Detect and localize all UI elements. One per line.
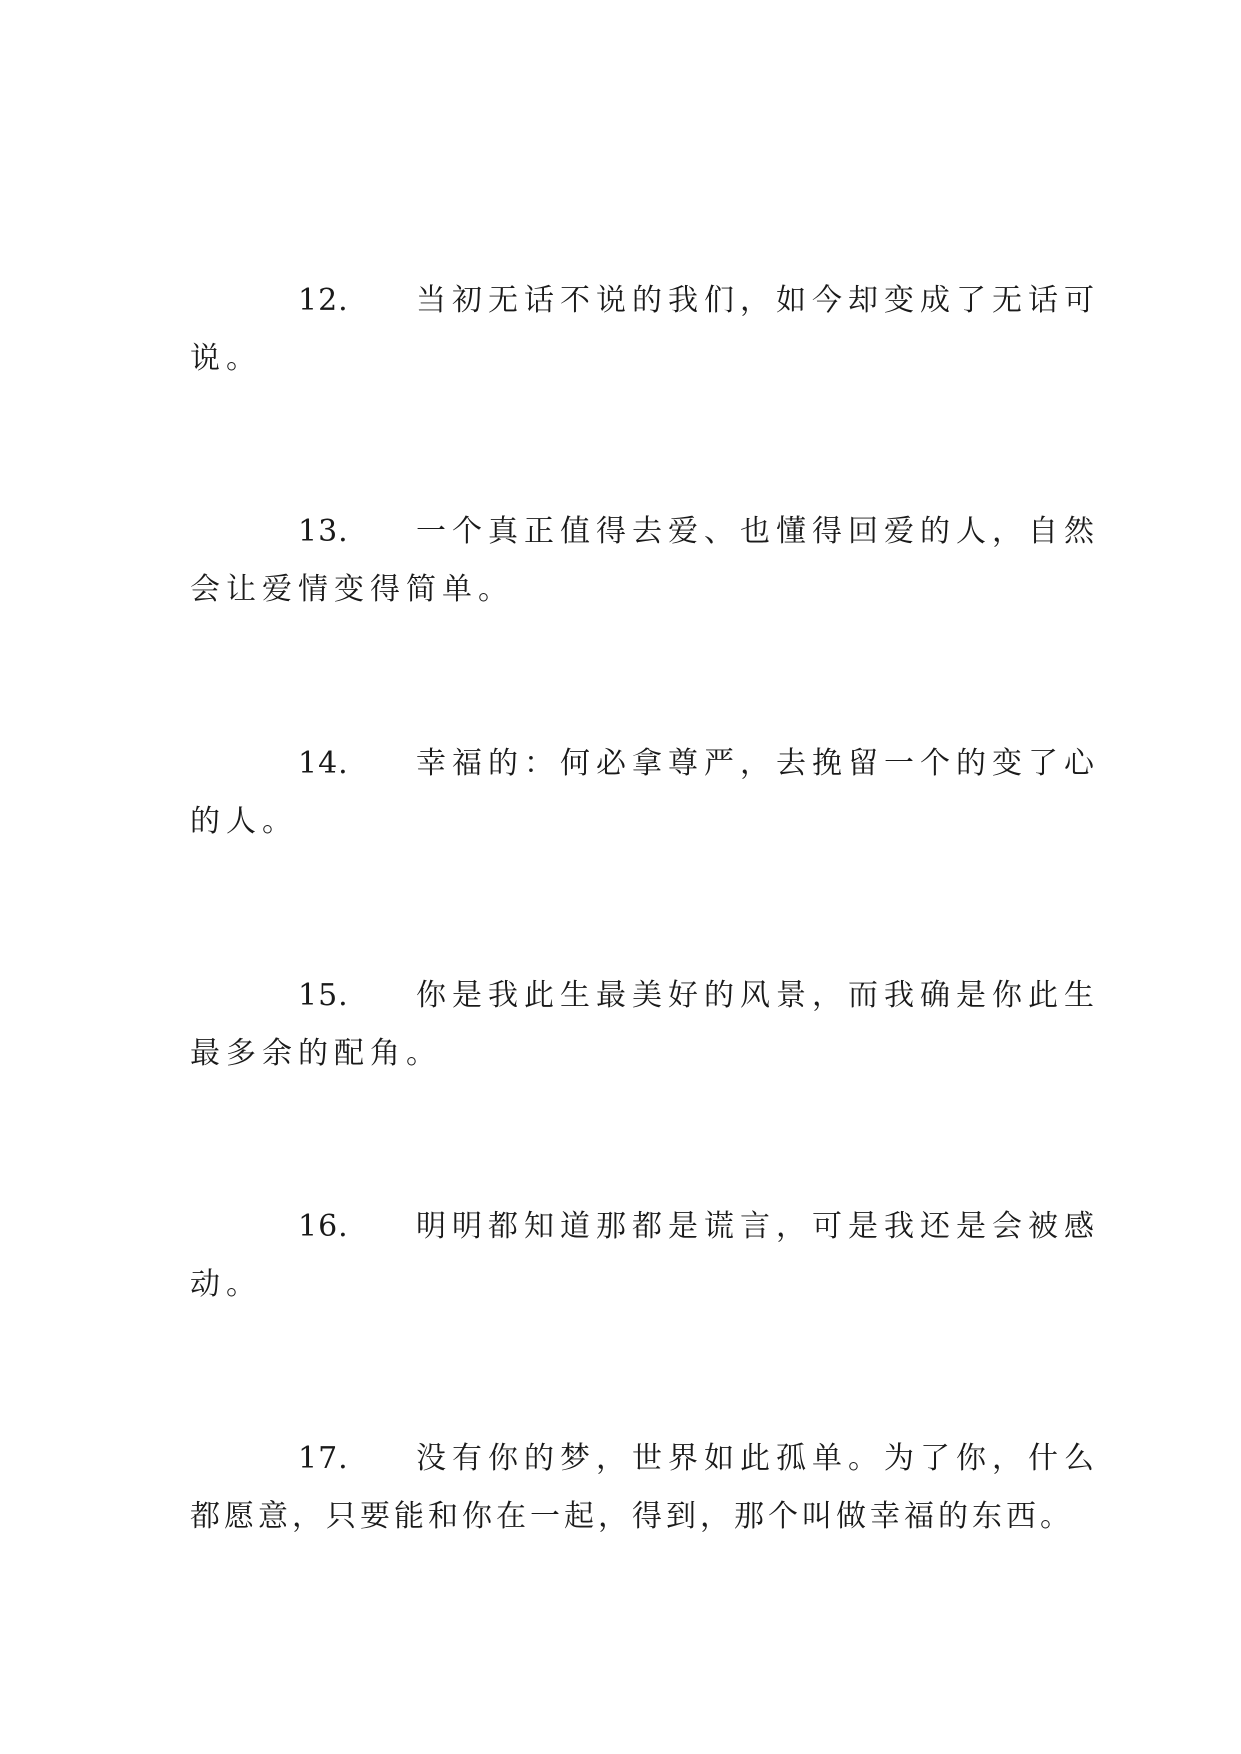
item-text-line1: 没有你的梦，世界如此孤单。为了你，什么 — [416, 1441, 1100, 1476]
item-number: 16. — [298, 1209, 349, 1244]
item-number: 17. — [298, 1441, 349, 1476]
item-text-line1: 你是我此生最美好的风景，而我确是你此生 — [416, 978, 1100, 1013]
item-text-line2: 的人。 — [190, 804, 298, 839]
list-item — [190, 735, 1100, 851]
item-text-line2: 说。 — [190, 341, 262, 376]
item-number: 14. — [298, 746, 349, 781]
item-text-line1: 一个真正值得去爱、也懂得回爱的人，自然 — [416, 514, 1100, 549]
item-number: 13. — [298, 514, 349, 549]
list-item — [190, 272, 1100, 388]
list-item — [190, 1198, 1100, 1314]
item-number: 15. — [298, 978, 349, 1013]
item-text-line2: 都愿意，只要能和你在一起，得到，那个叫做幸福的东西。 — [190, 1499, 1074, 1534]
item-text-line1: 幸福的：何必拿尊严，去挽留一个的变了心 — [416, 746, 1100, 781]
list-item — [190, 967, 1100, 1083]
item-text-line2: 动。 — [190, 1267, 262, 1302]
item-text-line2: 最多余的配角。 — [190, 1036, 442, 1071]
item-first-line — [190, 1430, 1100, 1488]
list-item — [190, 1430, 1100, 1546]
item-text-line1: 明明都知道那都是谎言，可是我还是会被感 — [416, 1209, 1100, 1244]
item-first-line — [190, 503, 1100, 561]
item-first-line — [190, 735, 1100, 793]
item-text-line2: 会让爱情变得简单。 — [190, 572, 514, 607]
item-first-line — [190, 967, 1100, 1025]
item-first-line — [190, 1198, 1100, 1256]
list-item — [190, 503, 1100, 619]
item-text-line1: 当初无话不说的我们，如今却变成了无话可 — [416, 283, 1100, 318]
item-number: 12. — [298, 283, 349, 318]
item-first-line — [190, 272, 1100, 330]
